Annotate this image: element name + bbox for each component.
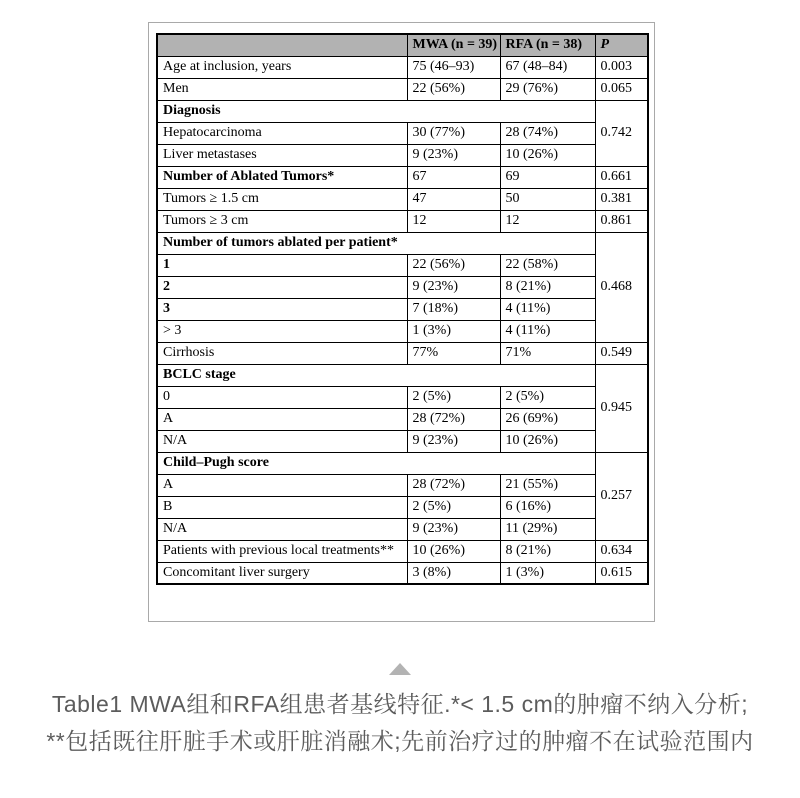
row-label-cell: 1 <box>157 254 407 276</box>
table-row <box>157 496 648 518</box>
caption-line-1: Table1 MWA组和RFA组患者基线特征.*< 1.5 cm的肿瘤不纳入分析; <box>51 691 749 717</box>
rfa-value-cell: 50 <box>500 188 595 210</box>
row-label-cell: N/A <box>157 430 407 452</box>
table-row <box>157 518 648 540</box>
table-row <box>157 276 648 298</box>
row-label-cell: BCLC stage <box>157 364 595 386</box>
row-label-cell: Number of tumors ablated per patient* <box>157 232 595 254</box>
mwa-value-cell: 22 (56%) <box>407 78 500 100</box>
mwa-value-cell: 1 (3%) <box>407 320 500 342</box>
table-row <box>157 210 648 232</box>
rfa-value-cell: 8 (21%) <box>500 540 595 562</box>
table-section-row <box>157 364 648 386</box>
mwa-value-cell: 9 (23%) <box>407 144 500 166</box>
mwa-value-cell: 22 (56%) <box>407 254 500 276</box>
p-value-cell: 0.381 <box>595 188 648 210</box>
p-value-cell: 0.615 <box>595 562 648 584</box>
p-value-cell: 0.549 <box>595 342 648 364</box>
row-label-cell: Liver metastases <box>157 144 407 166</box>
rfa-value-cell: 10 (26%) <box>500 430 595 452</box>
table-section-row <box>157 100 648 122</box>
mwa-value-cell: 28 (72%) <box>407 474 500 496</box>
table-row <box>157 254 648 276</box>
row-label-cell: A <box>157 408 407 430</box>
baseline-characteristics-table <box>156 33 649 585</box>
figure-frame <box>148 22 655 622</box>
table-row <box>157 430 648 452</box>
rfa-value-cell: 71% <box>500 342 595 364</box>
p-value-cell: 0.742 <box>595 100 648 166</box>
table-row <box>157 298 648 320</box>
table-row <box>157 386 648 408</box>
p-value-cell: 0.945 <box>595 364 648 452</box>
rfa-value-cell: 12 <box>500 210 595 232</box>
table-row <box>157 166 648 188</box>
mwa-value-cell: 3 (8%) <box>407 562 500 584</box>
table-row <box>157 408 648 430</box>
mwa-value-cell: 28 (72%) <box>407 408 500 430</box>
row-label-cell: Age at inclusion, years <box>157 56 407 78</box>
rfa-value-cell: 11 (29%) <box>500 518 595 540</box>
rfa-value-cell: 4 (11%) <box>500 298 595 320</box>
table-row <box>157 562 648 584</box>
row-label-cell: Diagnosis <box>157 100 595 122</box>
mwa-value-cell: 9 (23%) <box>407 518 500 540</box>
row-label-cell: N/A <box>157 518 407 540</box>
mwa-value-cell: 9 (23%) <box>407 276 500 298</box>
row-label-cell: Tumors ≥ 3 cm <box>157 210 407 232</box>
table-row <box>157 188 648 210</box>
row-label-cell: Child–Pugh score <box>157 452 595 474</box>
header-empty-cell <box>157 34 407 56</box>
mwa-value-cell: 2 (5%) <box>407 496 500 518</box>
mwa-value-cell: 75 (46–93) <box>407 56 500 78</box>
rfa-value-cell: 10 (26%) <box>500 144 595 166</box>
mwa-value-cell: 9 (23%) <box>407 430 500 452</box>
row-label-cell: Concomitant liver surgery <box>157 562 407 584</box>
row-label-cell: 3 <box>157 298 407 320</box>
figure-caption <box>0 686 800 760</box>
row-label-cell: B <box>157 496 407 518</box>
rfa-value-cell: 4 (11%) <box>500 320 595 342</box>
rfa-value-cell: 8 (21%) <box>500 276 595 298</box>
rfa-value-cell: 2 (5%) <box>500 386 595 408</box>
p-value-cell: 0.661 <box>595 166 648 188</box>
table-row <box>157 144 648 166</box>
rfa-value-cell: 21 (55%) <box>500 474 595 496</box>
rfa-value-cell: 69 <box>500 166 595 188</box>
rfa-value-cell: 28 (74%) <box>500 122 595 144</box>
row-label-cell: Hepatocarcinoma <box>157 122 407 144</box>
mwa-value-cell: 77% <box>407 342 500 364</box>
table-row <box>157 78 648 100</box>
table-body <box>157 56 648 584</box>
header-p-cell: P <box>595 34 648 56</box>
row-label-cell: 0 <box>157 386 407 408</box>
mwa-value-cell: 2 (5%) <box>407 386 500 408</box>
row-label-cell: 2 <box>157 276 407 298</box>
mwa-value-cell: 30 (77%) <box>407 122 500 144</box>
mwa-value-cell: 7 (18%) <box>407 298 500 320</box>
rfa-value-cell: 6 (16%) <box>500 496 595 518</box>
table-section-row <box>157 452 648 474</box>
table-row <box>157 342 648 364</box>
p-value-cell: 0.468 <box>595 232 648 342</box>
p-value-cell: 0.634 <box>595 540 648 562</box>
row-label-cell: A <box>157 474 407 496</box>
rfa-value-cell: 26 (69%) <box>500 408 595 430</box>
p-value-cell: 0.861 <box>595 210 648 232</box>
collapse-triangle-icon[interactable] <box>389 663 411 675</box>
rfa-value-cell: 29 (76%) <box>500 78 595 100</box>
mwa-value-cell: 10 (26%) <box>407 540 500 562</box>
rfa-value-cell: 1 (3%) <box>500 562 595 584</box>
rfa-value-cell: 67 (48–84) <box>500 56 595 78</box>
mwa-value-cell: 12 <box>407 210 500 232</box>
row-label-cell: Patients with previous local treatments** <box>157 540 407 562</box>
caption-line-2: **包括既往肝脏手术或肝脏消融术;先前治疗过的肿瘤不在试验范围内 <box>46 728 754 754</box>
rfa-value-cell: 22 (58%) <box>500 254 595 276</box>
p-value-cell: 0.065 <box>595 78 648 100</box>
row-label-cell: > 3 <box>157 320 407 342</box>
header-rfa-cell: RFA (n = 38) <box>500 34 595 56</box>
p-value-cell: 0.257 <box>595 452 648 540</box>
table-row <box>157 56 648 78</box>
table-row <box>157 320 648 342</box>
p-value-cell: 0.003 <box>595 56 648 78</box>
mwa-value-cell: 67 <box>407 166 500 188</box>
table-row <box>157 122 648 144</box>
mwa-value-cell: 47 <box>407 188 500 210</box>
row-label-cell: Cirrhosis <box>157 342 407 364</box>
table-row <box>157 540 648 562</box>
header-mwa-cell: MWA (n = 39) <box>407 34 500 56</box>
row-label-cell: Tumors ≥ 1.5 cm <box>157 188 407 210</box>
row-label-cell: Number of Ablated Tumors* <box>157 166 407 188</box>
row-label-cell: Men <box>157 78 407 100</box>
table-row <box>157 474 648 496</box>
table-header-row <box>157 34 648 56</box>
table-section-row <box>157 232 648 254</box>
